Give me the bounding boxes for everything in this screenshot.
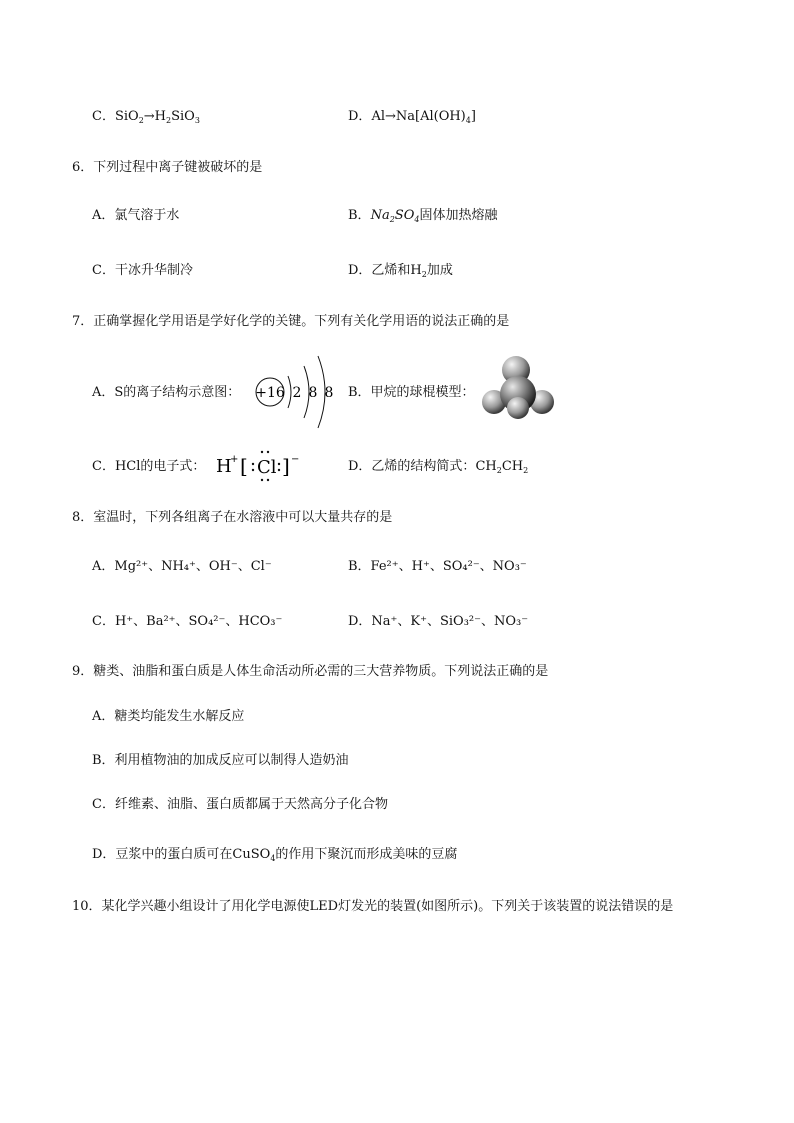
hydrogen-atom-front [507,397,529,419]
q7-stem: 7．正确掌握化学用语是学好化学的关键。下列有关化学用语的说法正确的是 [72,314,510,329]
q5-option-d: D．$Al\to Na[Al(OH)_4]$ [348,109,476,125]
q9-option-d: D．豆浆中的蛋白质可在CuSO$_4$的作用下聚沉而形成美味的豆腐 [92,847,458,863]
q8-option-b: B．Fe²⁺、H⁺、SO₄²⁻、NO₃⁻ [348,559,527,574]
q6-option-c: C．干冰升华制冷 [92,263,193,278]
shell-electrons-1: 2 [292,385,302,401]
q6-option-b: B．$Na_2SO_4$固体加热熔融 [348,208,498,224]
q8-option-d: D．Na⁺、K⁺、SiO₃²⁻、NO₃⁻ [348,614,529,629]
q6-stem: 6．下列过程中离子键被破坏的是 [72,160,263,175]
q7-option-c-label: C．HCl的电子式： [92,459,206,474]
hydrogen-symbol: H [216,456,232,477]
hydrogen-charge: + [230,454,239,465]
q8-option-c: C．H⁺、Ba²⁺、SO₄²⁻、HCO₃⁻ [92,614,283,629]
q8-option-a: A．Mg²⁺、NH₄⁺、OH⁻、Cl⁻ [92,559,272,574]
q7-option-d: D．乙烯的结构简式：$CH_2CH_2$ [348,459,529,475]
sulfide-ion-structure-diagram [250,352,340,436]
q7-option-b-label: B．甲烷的球棍模型： [348,385,475,400]
left-bracket: [ [240,454,248,478]
shell-arc-1 [288,376,291,408]
hcl-electron-formula [214,447,314,487]
q9-option-b: B．利用植物油的加成反应可以制得人造奶油 [92,753,349,768]
q9-option-a: A．糖类均能发生水解反应 [92,709,245,724]
q7-option-a-label: A．S的离子结构示意图： [92,385,241,400]
q9-option-c: C．纤维素、油脂、蛋白质都属于天然高分子化合物 [92,797,388,812]
q6-option-a: A．氯气溶于水 [92,208,180,223]
nucleus-charge: +16 [255,385,285,401]
shell-electrons-2: 8 [308,385,318,401]
q9-stem: 9．糖类、油脂和蛋白质是人体生命活动所必需的三大营养物质。下列说法正确的是 [72,664,549,679]
chlorine-symbol: Cl [257,457,277,478]
chloride-charge: − [291,454,300,465]
shell-electrons-3: 8 [324,385,334,401]
q5-option-c: C．$SiO_2\to H_2SiO_3$ [92,109,200,125]
right-bracket: ] [282,454,290,478]
q8-stem: 8．室温时，下列各组离子在水溶液中可以大量共存的是 [72,510,393,525]
q6-option-d: D．乙烯和$H_2$加成 [348,263,453,279]
methane-ball-and-stick-model [480,354,560,420]
q10-stem: 10．某化学兴趣小组设计了用化学电源使LED灯发光的装置(如图所示)。下列关于该装置的说法错误的是 [72,899,674,914]
